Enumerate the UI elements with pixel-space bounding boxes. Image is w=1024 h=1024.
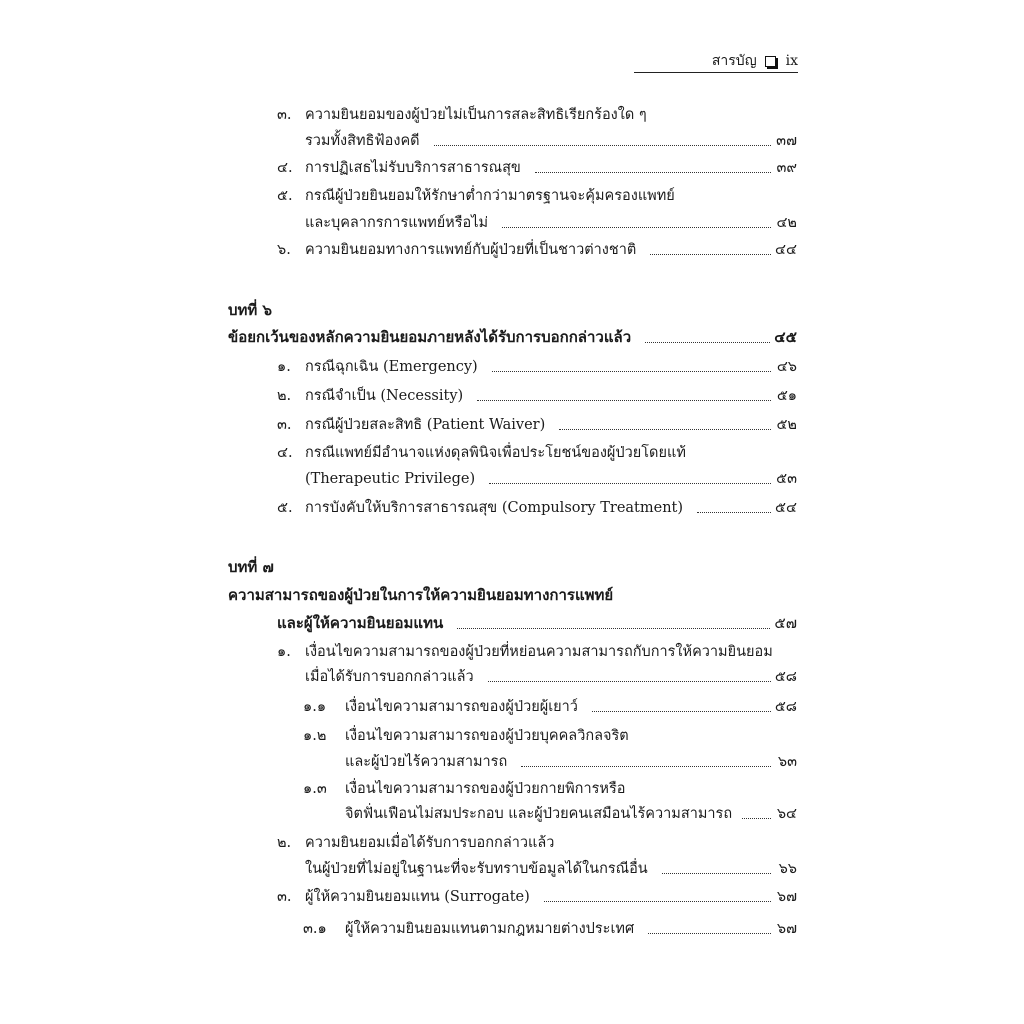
entry-number: ๑.	[277, 644, 291, 660]
dot-leader	[645, 342, 770, 343]
dot-leader	[592, 711, 771, 712]
entry-number: ๑.๓	[303, 781, 327, 797]
toc-entry[interactable]	[277, 184, 797, 207]
toc-entry[interactable]	[277, 496, 797, 519]
entry-title: การปฏิเสธไม่รับบริการสาธารณสุข	[305, 160, 521, 176]
entry-title: เงื่อนไขความสามารถของผู้ป่วยผู้เยาว์	[345, 699, 578, 715]
entry-title: เงื่อนไขความสามารถของผู้ป่วยที่หย่อนความสามารถกับการให้ความยินยอม	[305, 644, 773, 660]
dot-leader	[502, 227, 771, 228]
toc-subentry[interactable]	[303, 724, 797, 747]
entry-number: ๓.	[277, 107, 292, 123]
entry-page: ๖๔	[776, 806, 797, 822]
entry-title: เงื่อนไขความสามารถของผู้ป่วยกายพิการหรือ	[345, 781, 626, 797]
entry-page: ๖๖	[778, 861, 797, 877]
toc-subentry[interactable]	[303, 695, 797, 718]
entry-page: ๔๖	[776, 359, 797, 375]
entry-title: ความยินยอมทางการแพทย์กับผู้ป่วยที่เป็นชาวต่างชาติ	[305, 242, 637, 258]
toc-entry[interactable]	[277, 355, 797, 378]
entry-page: ๖๗	[776, 921, 797, 937]
entry-number: ๒.	[277, 388, 292, 404]
entry-number: ๑.๑	[303, 699, 327, 715]
chapter-title-entry[interactable]	[228, 583, 797, 607]
entry-number: ๕.	[277, 500, 293, 516]
entry-page: ๖๗	[776, 889, 797, 905]
chapter-label: บทที่ ๗	[228, 558, 274, 576]
toc-entry[interactable]	[277, 238, 797, 261]
toc-entry-continuation[interactable]	[305, 857, 797, 880]
chapter-title-continuation[interactable]	[277, 611, 797, 635]
dot-leader	[521, 766, 771, 767]
toc-entry[interactable]	[277, 384, 797, 407]
toc-entry[interactable]	[277, 885, 797, 908]
entry-page: ๕๔	[775, 500, 797, 516]
dot-leader	[488, 681, 771, 682]
toc-subentry[interactable]	[303, 917, 797, 940]
entry-page: ๔๔	[775, 242, 797, 258]
entry-title: การบังคับให้บริการสาธารณสุข (Compulsory Treatment)	[305, 500, 684, 516]
entry-title: ในผู้ป่วยที่ไม่อยู่ในฐานะที่จะรับทราบข้อมูลได้ในกรณีอื่น	[305, 861, 648, 877]
entry-title: ความยินยอมเมื่อได้รับการบอกกล่าวแล้ว	[305, 835, 555, 851]
entry-number: ๔.	[277, 160, 293, 176]
chapter-title: ข้อยกเว้นของหลักความยินยอมภายหลังได้รับการบอกกล่าวแล้ว	[228, 328, 632, 346]
entry-title: กรณีแพทย์มีอำนาจแห่งดุลพินิจเพื่อประโยชน์ของผู้ป่วยโดยแท้	[305, 445, 686, 461]
entry-title: และบุคลากรการแพทย์หรือไม่	[305, 215, 489, 231]
toc-entry-continuation[interactable]	[305, 211, 797, 234]
chapter-title-entry[interactable]	[228, 325, 797, 349]
entry-number: ๒.	[277, 835, 292, 851]
header-page-number: ix	[785, 53, 798, 69]
dot-leader	[492, 371, 771, 372]
entry-number: ๕.	[277, 188, 293, 204]
toc-entry-continuation[interactable]	[305, 467, 797, 490]
toc-entry[interactable]	[277, 441, 797, 464]
entry-page: ๕๒	[776, 417, 797, 433]
entry-title: ผู้ให้ความยินยอมแทนตามกฎหมายต่างประเทศ	[345, 921, 635, 937]
entry-title: กรณีผู้ป่วยสละสิทธิ (Patient Waiver)	[305, 417, 546, 433]
entry-title: (Therapeutic Privilege)	[305, 471, 476, 487]
header-title: สารบัญ	[711, 53, 757, 69]
toc-subentry-continuation[interactable]	[345, 750, 797, 773]
entry-title: กรณีจำเป็น (Necessity)	[305, 388, 464, 404]
toc-entry-continuation[interactable]	[305, 129, 797, 152]
entry-title: เงื่อนไขความสามารถของผู้ป่วยบุคคลวิกลจริต	[345, 728, 629, 744]
entry-page: ๕๑	[776, 388, 797, 404]
dot-leader	[544, 901, 771, 902]
toc-subentry-continuation[interactable]	[345, 802, 797, 825]
dot-leader	[697, 512, 771, 513]
entry-number: ๓.	[277, 417, 292, 433]
entry-page: ๕๓	[776, 471, 797, 487]
entry-number: ๖.	[277, 242, 291, 258]
dot-leader	[477, 400, 771, 401]
chapter-label: บทที่ ๖	[228, 301, 273, 319]
entry-page: ๕๘	[774, 669, 797, 685]
entry-page: ๕๗	[774, 614, 797, 632]
entry-page: ๓๙	[776, 160, 797, 176]
dot-leader	[559, 429, 771, 430]
square-bullet-icon	[765, 56, 776, 67]
entry-title: จิตฟั่นเฟือนไม่สมประกอบ และผู้ป่วยคนเสมือนไร้ความสามารถ	[345, 806, 733, 822]
running-header	[634, 50, 798, 73]
dot-leader	[457, 628, 770, 629]
toc-subentry[interactable]	[303, 777, 797, 800]
dot-leader	[434, 145, 771, 146]
entry-page: ๓๗	[776, 133, 797, 149]
chapter-title: ความสามารถของผู้ป่วยในการให้ความยินยอมทางการแพทย์	[228, 586, 614, 604]
entry-page: ๔๕	[774, 328, 797, 346]
entry-title: รวมทั้งสิทธิฟ้องคดี	[305, 133, 420, 149]
dot-leader	[662, 873, 771, 874]
entry-number: ๑.๒	[303, 728, 327, 744]
toc-entry[interactable]	[277, 103, 797, 126]
toc-entry[interactable]	[277, 413, 797, 436]
entry-number: ๔.	[277, 445, 293, 461]
chapter-title: และผู้ให้ความยินยอมแทน	[277, 614, 444, 632]
entry-title: และผู้ป่วยไร้ความสามารถ	[345, 754, 508, 770]
dot-leader	[535, 172, 771, 173]
toc-entry-continuation[interactable]	[305, 665, 797, 688]
entry-number: ๓.๑	[303, 921, 327, 937]
toc-entry[interactable]	[277, 640, 797, 663]
entry-page: ๖๓	[777, 754, 797, 770]
entry-title: กรณีฉุกเฉิน (Emergency)	[305, 359, 478, 375]
entry-page: ๕๘	[774, 699, 797, 715]
entry-title: เมื่อได้รับการบอกกล่าวแล้ว	[305, 669, 474, 685]
dot-leader	[648, 933, 771, 934]
dot-leader	[489, 483, 771, 484]
toc-entry[interactable]	[277, 156, 797, 179]
entry-page: ๔๒	[776, 215, 797, 231]
entry-number: ๓.	[277, 889, 292, 905]
entry-number: ๑.	[277, 359, 291, 375]
entry-title: ความยินยอมของผู้ป่วยไม่เป็นการสละสิทธิเรียกร้องใด ๆ	[305, 107, 647, 123]
entry-title: กรณีผู้ป่วยยินยอมให้รักษาต่ำกว่ามาตรฐานจะคุ้มครองแพทย์	[305, 188, 675, 204]
dot-leader	[742, 818, 771, 819]
entry-title: ผู้ให้ความยินยอมแทน (Surrogate)	[305, 889, 530, 905]
toc-entry[interactable]	[277, 831, 797, 854]
dot-leader	[650, 254, 771, 255]
